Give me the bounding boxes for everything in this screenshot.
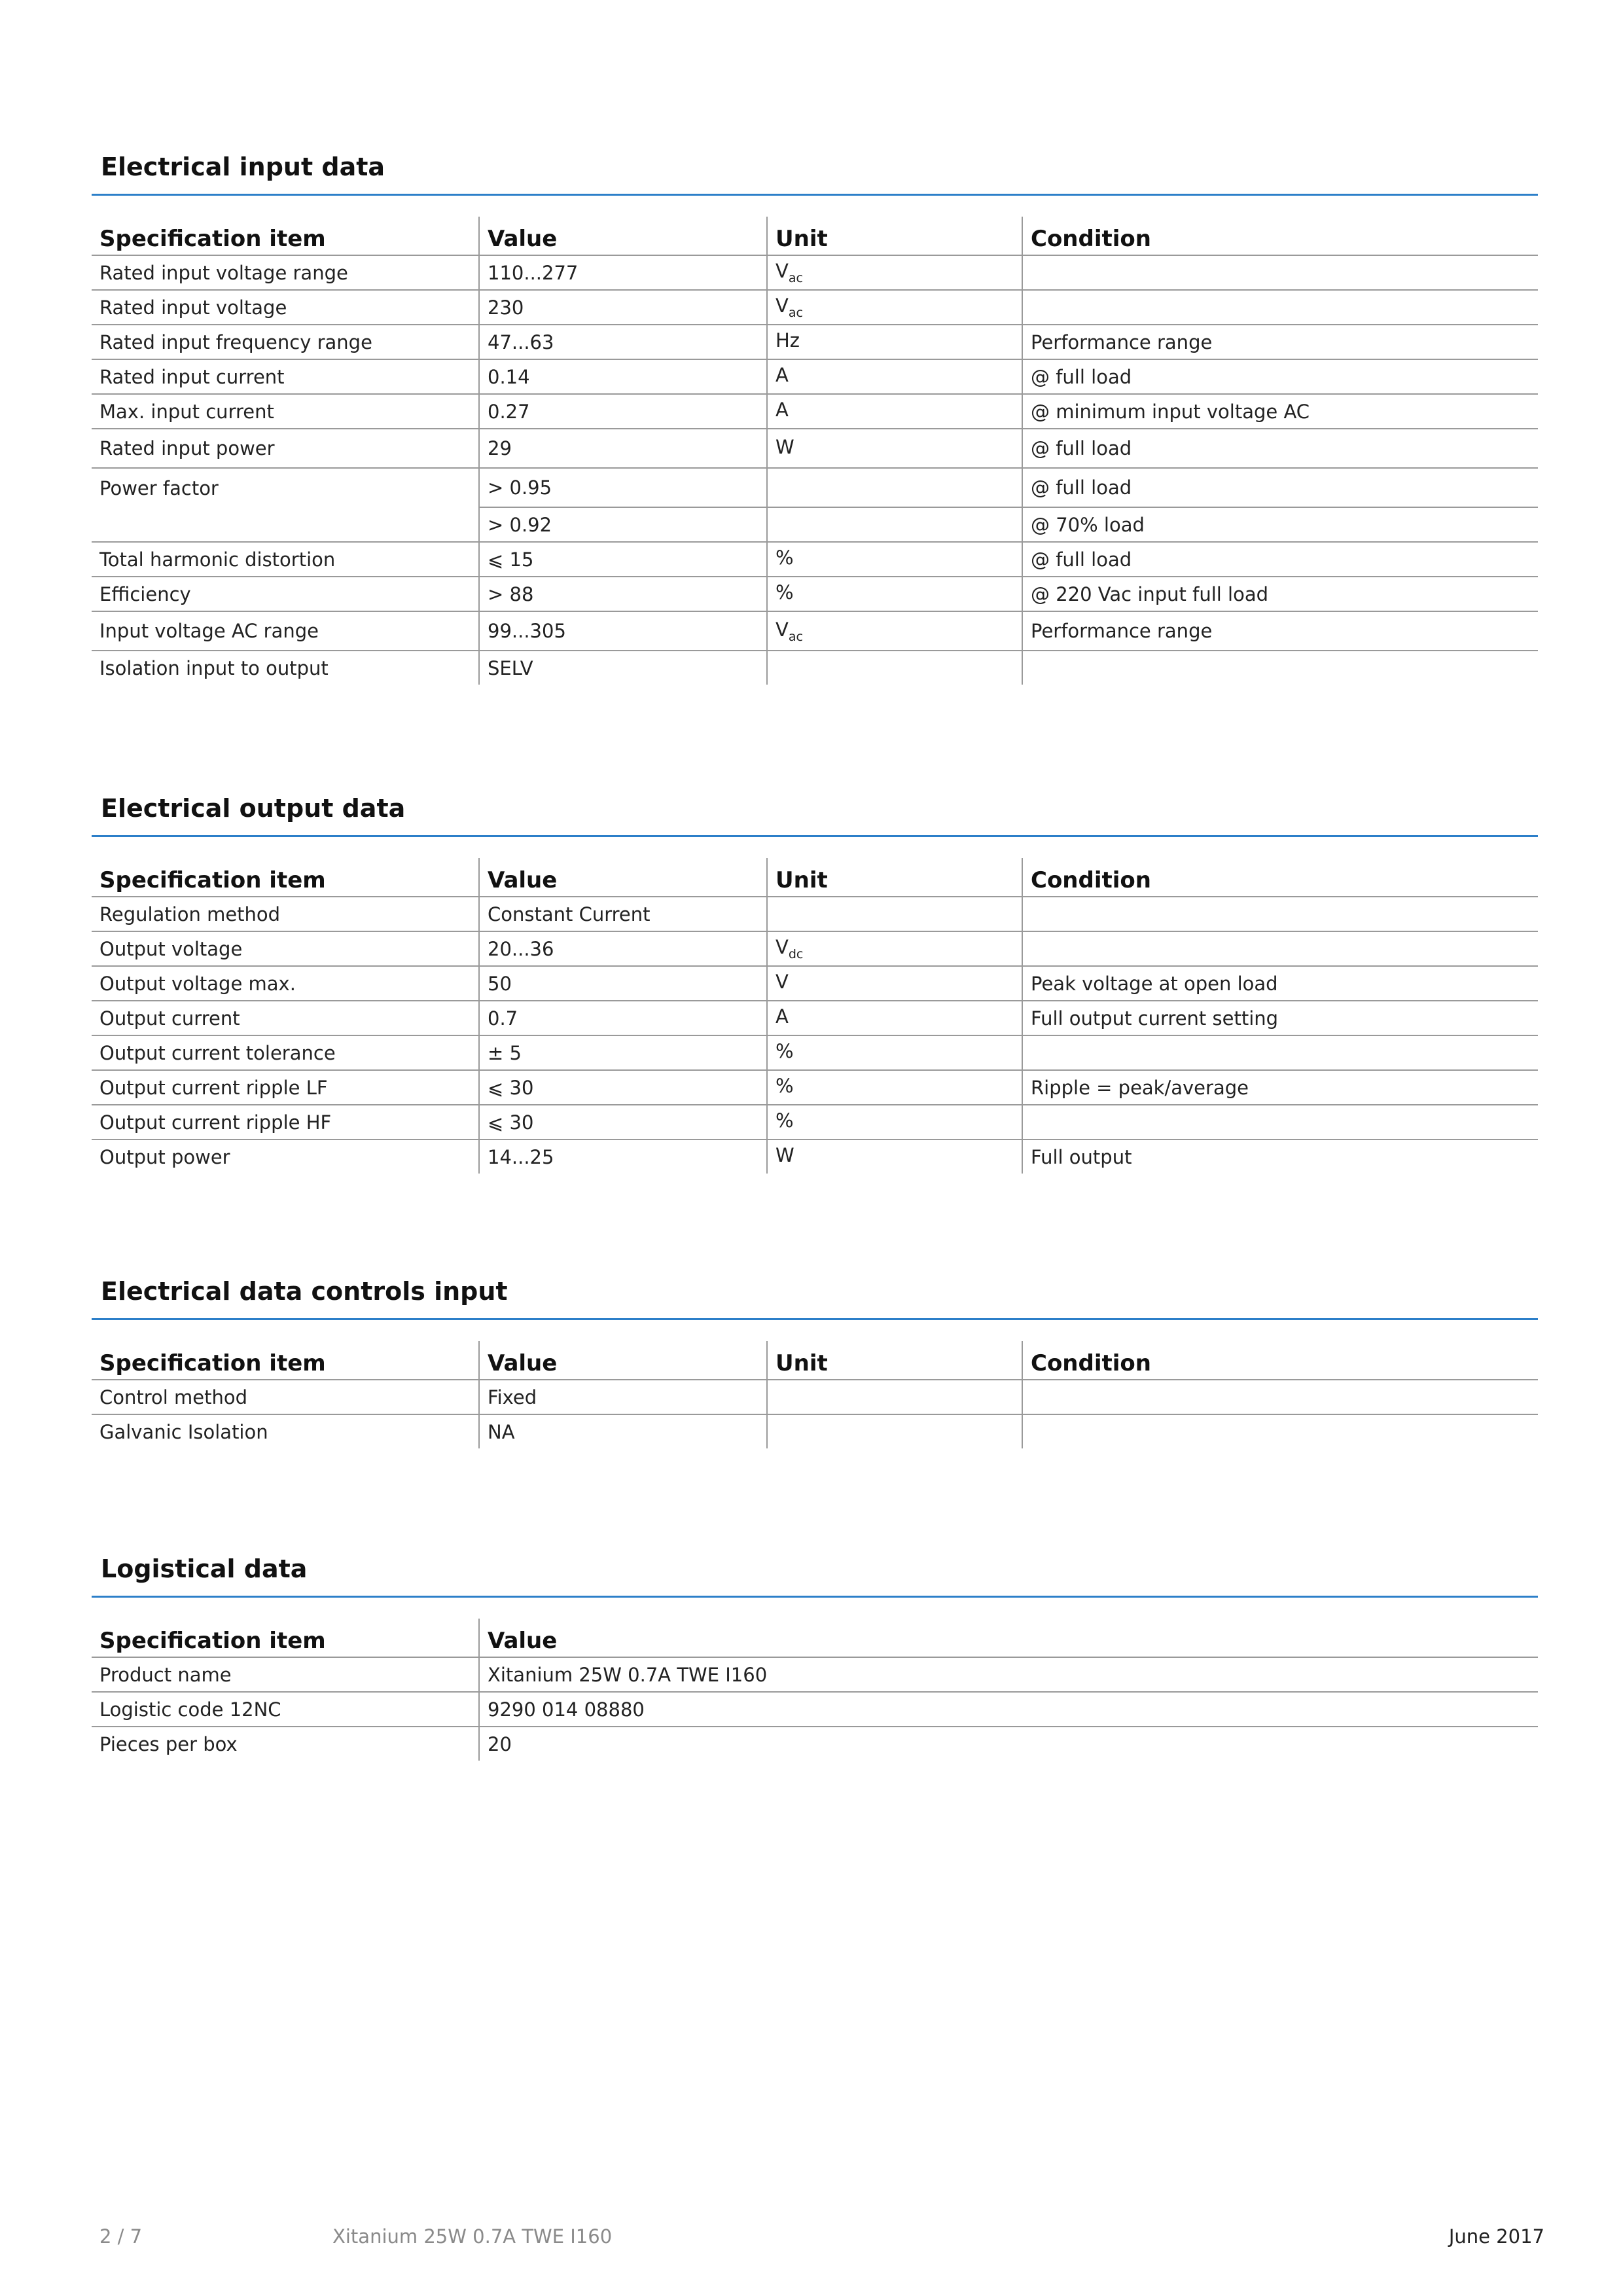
unit-main: % [776,1109,794,1132]
table-row [92,1657,1538,1692]
table-row [92,1727,1538,1761]
header-spec-item: Specification item [92,1619,479,1657]
cell-item: Output power [99,1145,230,1168]
unit-main: A [776,1005,789,1028]
cell-value: 47...63 [479,325,767,359]
table-row [92,359,1538,394]
cell-condition: Full output current setting [1022,1001,1538,1035]
table-row [92,255,1538,290]
header-spec-item: Specification item [92,858,479,897]
spec-table-input [92,217,1538,685]
cell-value: 14...25 [479,1139,767,1174]
header-value: Value [479,217,767,255]
cell-value: 0.14 [479,359,767,394]
cell-item [92,507,479,542]
cell-value: 29 [479,429,767,468]
header-condition: Condition [1022,858,1538,897]
table-header-row [92,1341,1538,1380]
spec-table-output [92,858,1538,1174]
header-condition: Condition [1022,1341,1538,1380]
cell-condition [1022,931,1538,966]
cell-unit [767,1001,1022,1035]
cell-item: Output current ripple LF [92,1070,479,1105]
cell-item: Rated input voltage range [92,255,479,290]
cell-item: Isolation input to output [99,656,329,679]
unit-main: V [776,618,789,641]
cell-unit [767,359,1022,394]
cell-unit [767,325,1022,359]
cell-condition: Full output [1022,1139,1538,1174]
cell-value: 110...277 [479,255,767,290]
unit-main: V [776,936,789,959]
table-row [92,1035,1538,1070]
cell-unit [767,542,1022,577]
unit-main: % [776,1040,794,1063]
cell-item: Galvanic Isolation [99,1420,268,1443]
cell-value: ⩽ 30 [479,1105,767,1139]
unit-subscript: ac [788,270,803,285]
table-row [92,1139,1538,1174]
table-row [92,651,1538,685]
footer-page-number: 2 / 7 [99,2225,143,2248]
cell-unit [767,966,1022,1001]
cell-item: Regulation method [92,897,479,931]
header-value: Value [479,858,767,897]
unit-main: A [776,399,789,422]
table-row [92,429,1538,468]
header-value: Value [479,1341,767,1380]
cell-condition: Peak voltage at open load [1022,966,1538,1001]
cell-item: Max. input current [92,394,479,429]
cell-item: Total harmonic distortion [92,542,479,577]
section-electrical-input [92,144,1538,685]
spec-table-logistical [92,1619,1538,1761]
cell-item: Product name [92,1657,479,1692]
section-title: Logistical data [101,1554,308,1583]
cell-value: Constant Current [479,897,767,931]
unit-subscript: ac [788,305,803,320]
cell-item: Output current [92,1001,479,1035]
cell-condition [1022,651,1538,685]
unit-main: % [776,547,794,569]
header-unit: Unit [767,858,1022,897]
cell-unit [767,1139,1022,1174]
unit-main: V [776,971,789,994]
section-title: Electrical input data [101,152,385,181]
cell-item: Rated input power [92,429,479,468]
header-condition: Condition [1022,217,1538,255]
cell-condition: @ minimum input voltage AC [1022,394,1538,429]
section-logistical [92,1546,1538,1761]
unit-main: Hz [776,329,800,352]
cell-unit [767,429,1022,468]
cell-item: Power factor [99,476,219,499]
cell-unit [767,931,1022,966]
cell-value: 230 [479,290,767,325]
cell-value: 0.7 [479,1001,767,1035]
cell-value: 20 [479,1727,1538,1761]
table-row [92,897,1538,931]
cell-unit [767,507,1022,542]
table-row [92,1414,1538,1448]
cell-condition [1022,1414,1538,1448]
cell-item: Control method [92,1380,479,1414]
cell-condition: Performance range [1022,611,1538,651]
table-row [92,1105,1538,1139]
section-divider [92,194,1538,196]
table-row [92,325,1538,359]
unit-main: % [776,581,794,604]
cell-item: Output current ripple HF [92,1105,479,1139]
header-spec-item: Specification item [92,217,479,255]
section-electrical-output [92,785,1538,1174]
section-title: Electrical output data [101,794,406,823]
unit-main: V [776,295,789,317]
cell-unit [767,468,1022,507]
cell-value: Fixed [479,1380,767,1414]
cell-unit [767,611,1022,651]
cell-condition [1022,255,1538,290]
table-header-row [92,858,1538,897]
cell-value: 20...36 [479,931,767,966]
unit-main: % [776,1075,794,1098]
cell-unit [767,651,1022,685]
unit-main: V [776,260,789,283]
cell-value: ⩽ 30 [479,1070,767,1105]
cell-value: > 0.92 [479,507,767,542]
spec-table-controls [92,1341,1538,1448]
unit-subscript: dc [788,946,804,961]
unit-subscript: ac [788,629,803,644]
table-row [92,1070,1538,1105]
cell-value: Xitanium 25W 0.7A TWE I160 [479,1657,1538,1692]
cell-value: ⩽ 15 [479,542,767,577]
cell-item: Output voltage [92,931,479,966]
table-row [92,1380,1538,1414]
unit-main: W [776,435,794,458]
table-row [92,507,1538,542]
cell-condition: @ 220 Vac input full load [1022,577,1538,611]
cell-value: > 88 [479,577,767,611]
table-header-row [92,217,1538,255]
cell-value: 0.27 [479,394,767,429]
table-row [92,1001,1538,1035]
cell-item: Rated input voltage [92,290,479,325]
unit-main: A [776,364,789,387]
header-unit: Unit [767,217,1022,255]
cell-condition: @ full load [1022,468,1538,507]
cell-unit [767,577,1022,611]
footer-date: June 2017 [1448,2225,1544,2248]
cell-condition: @ full load [1022,429,1538,468]
table-row [92,394,1538,429]
cell-condition: @ full load [1022,359,1538,394]
cell-condition [1022,897,1538,931]
section-title: Electrical data controls input [101,1277,508,1306]
cell-condition [1022,1035,1538,1070]
cell-value: > 0.95 [479,468,767,507]
cell-condition: Ripple = peak/average [1022,1070,1538,1105]
table-row [92,931,1538,966]
section-divider [92,835,1538,837]
table-row [92,542,1538,577]
table-row [92,1692,1538,1727]
table-row [92,577,1538,611]
cell-value: 9290 014 08880 [479,1692,1538,1727]
section-divider [92,1596,1538,1598]
cell-condition [1022,1105,1538,1139]
cell-value: 50 [479,966,767,1001]
cell-item: Rated input current [92,359,479,394]
cell-condition [1022,1380,1538,1414]
cell-value: NA [479,1414,767,1448]
cell-unit [767,290,1022,325]
section-divider [92,1318,1538,1320]
section-controls-input [92,1268,1538,1448]
cell-condition: @ full load [1022,542,1538,577]
header-unit: Unit [767,1341,1022,1380]
cell-condition [1022,290,1538,325]
cell-item: Rated input frequency range [92,325,479,359]
header-spec-item: Specification item [92,1341,479,1380]
table-row [92,290,1538,325]
unit-main: W [776,1144,794,1167]
cell-item: Efficiency [92,577,479,611]
table-row [92,611,1538,651]
cell-unit [767,255,1022,290]
cell-unit [767,1380,1022,1414]
footer-product-name: Xitanium 25W 0.7A TWE I160 [332,2225,613,2248]
table-header-row [92,1619,1538,1657]
cell-item: Output voltage max. [92,966,479,1001]
table-row [92,966,1538,1001]
cell-item: Output current tolerance [92,1035,479,1070]
cell-unit [767,1105,1022,1139]
cell-value: SELV [479,651,767,685]
cell-unit [767,1035,1022,1070]
cell-value: 99...305 [479,611,767,651]
cell-value: ± 5 [479,1035,767,1070]
cell-item: Logistic code 12NC [92,1692,479,1727]
cell-unit [767,1414,1022,1448]
table-row [92,468,1538,507]
cell-condition: @ 70% load [1022,507,1538,542]
cell-condition: Performance range [1022,325,1538,359]
cell-unit [767,394,1022,429]
cell-unit [767,897,1022,931]
header-value: Value [479,1619,1538,1657]
cell-unit [767,1070,1022,1105]
cell-item: Input voltage AC range [92,611,479,651]
cell-item: Pieces per box [99,1732,238,1755]
